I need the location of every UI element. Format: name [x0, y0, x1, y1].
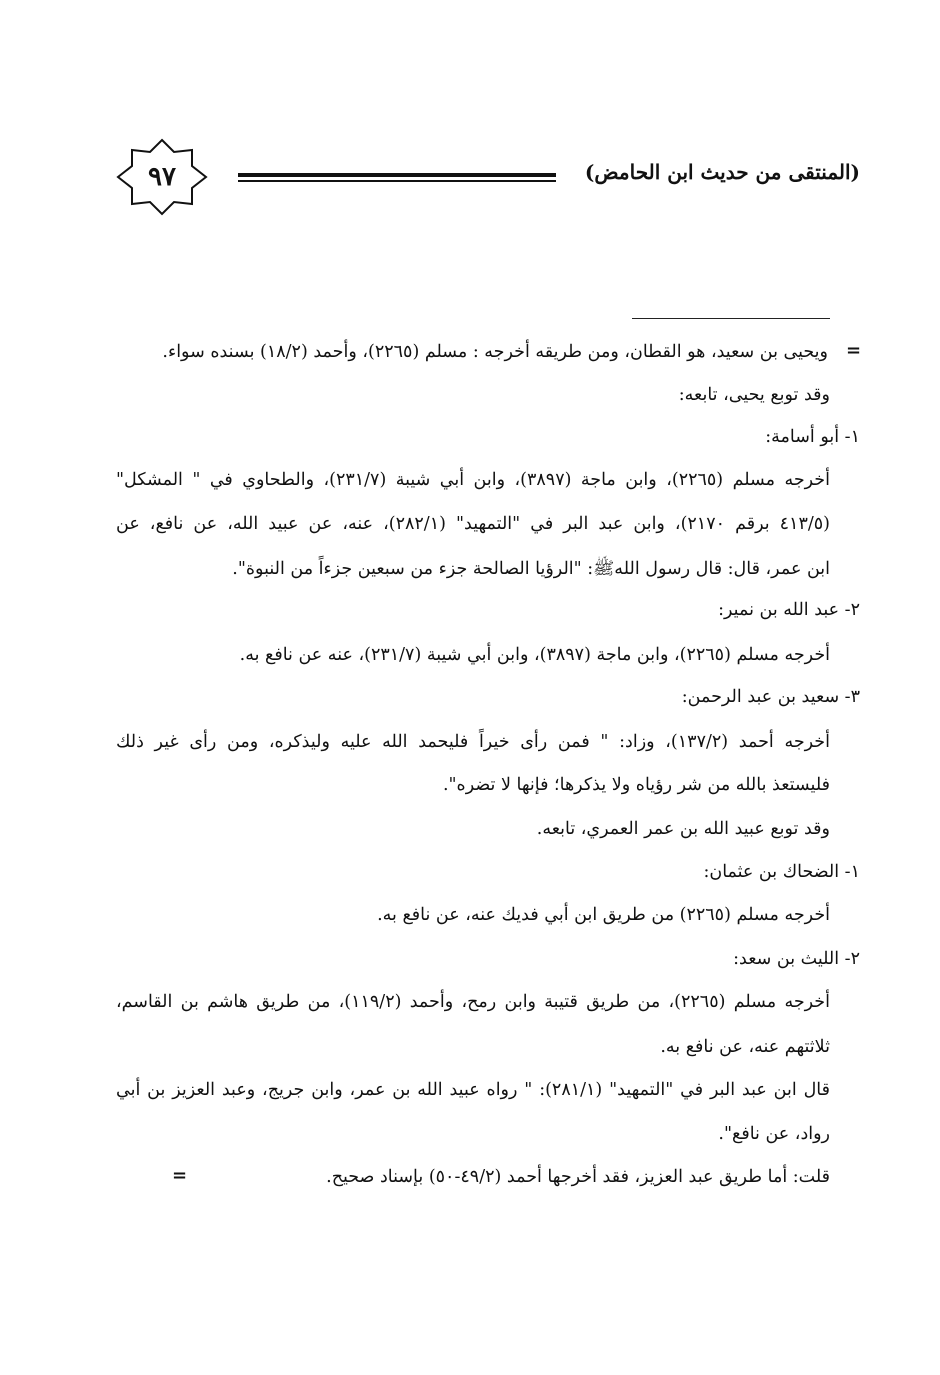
text-line: قلت: أما طريق عبد العزيز، فقد أخرجها أحمد (٤٩/٢-٥٠) بإسناد صحيح.	[326, 1167, 830, 1187]
text-line: وقد توبع عبيد الله بن عمر العمري، تابعه.	[536, 819, 830, 839]
text-line: أخرجه مسلم (٢٢٦٥) من طريق ابن أبي فديك عنه، عن نافع به.	[377, 905, 830, 925]
header-rule-thin	[238, 180, 556, 182]
list-heading: ١- أبو أسامة:	[765, 427, 860, 447]
text-line: (٤١٣/٥ برقم ٢١٧٠)، وابن عبد البر في "التمهيد" (٢٨٢/١)، عنه، عن عبيد الله، عن نافع، عن	[116, 514, 830, 534]
continuation-mark-start: =	[846, 340, 862, 361]
list-heading: ٢- الليث بن سعد:	[733, 949, 860, 969]
text-line: ويحيى بن سعيد، هو القطان، ومن طريقه أخرجه : مسلم (٢٢٦٥)، وأحمد (١٨/٢) بسنده سواء.	[162, 342, 828, 362]
header-rule-thick	[238, 173, 556, 177]
book-title: (المنتقى من حديث ابن الحامض)	[584, 160, 860, 184]
page-number-badge	[116, 138, 208, 216]
text-line: أخرجه مسلم (٢٢٦٥)، من طريق قتيبة وابن رمح، وأحمد (١١٩/٢)، من طريق هاشم بن القاسم،	[116, 992, 830, 1012]
text-line: قال ابن عبد البر في "التمهيد" (٢٨١/١): " رواه عبيد الله بن عمر، وابن جريج، وعبد العزيز بن أبي	[116, 1080, 830, 1100]
list-heading: ٢- عبد الله بن نمير:	[718, 600, 860, 620]
text-line: رواد، عن نافع".	[718, 1124, 830, 1144]
text-line: ثلاثتهم عنه، عن نافع به.	[660, 1037, 830, 1057]
page-number: ٩٧	[148, 162, 176, 192]
text-line: أخرجه مسلم (٢٢٦٥)، وابن ماجة (٣٨٩٧)، وابن أبي شيبة (٢٣١/٧)، والطحاوي في " المشكل"	[116, 470, 830, 490]
text-line: أخرجه أحمد (١٣٧/٢)، وزاد: " فمن رأى خيراً فليحمد الله عليه وليذكره، ومن رأى غير ذلك	[116, 732, 830, 752]
text-line: وقد توبع يحيى، تابعه:	[678, 385, 830, 405]
list-heading: ٣- سعيد بن عبد الرحمن:	[681, 687, 860, 707]
text-line: أخرجه مسلم (٢٢٦٥)، وابن ماجة (٣٨٩٧)، وابن أبي شيبة (٢٣١/٧)، عنه عن نافع به.	[239, 645, 830, 665]
footnote-separator	[632, 318, 830, 319]
text-line: ابن عمر، قال: قال رسول اللهﷺ: "الرؤيا الصالحة جزء من سبعين جزءاً من النبوة".	[232, 559, 830, 579]
text-line: فليستعذ بالله من شر رؤياه ولا يذكرها؛ فإنها لا تضره".	[442, 775, 830, 795]
list-heading: ١- الضحاك بن عثمان:	[703, 862, 860, 882]
continuation-mark-end: =	[172, 1165, 188, 1186]
